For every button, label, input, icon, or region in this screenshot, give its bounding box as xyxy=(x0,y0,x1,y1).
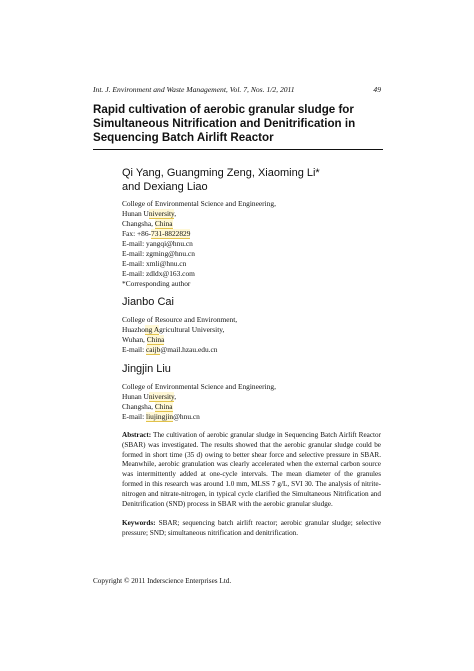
author-line: Jingjin Liu xyxy=(122,363,171,375)
author-group-1-affiliation xyxy=(122,199,276,289)
author-group-3-names xyxy=(122,363,171,377)
author-group-2-affiliation xyxy=(122,315,237,355)
paper-title: Rapid cultivation of aerobic granular sludge for Simultaneous Nitrification and Denitrification in Sequencing Batch Airlift Reactor xyxy=(93,103,356,144)
abstract xyxy=(122,431,381,509)
affiliation-city: Changsha, China xyxy=(122,219,173,228)
author-group-1-names xyxy=(122,167,320,194)
affiliation-univ: Hunan University, xyxy=(122,392,177,401)
author-line: Jianbo Cai xyxy=(122,296,174,308)
author-line: and Dexiang Liao xyxy=(122,180,208,193)
affiliation-dept: College of Environmental Science and Engineering, xyxy=(122,199,276,208)
journal-citation: Int. J. Environment and Waste Management, Vol. 7, Nos. 1/2, 2011 xyxy=(93,85,295,94)
affiliation-fax: Fax: +86-731-8822829 xyxy=(122,229,191,238)
affiliation-univ: Hunan University, xyxy=(122,209,177,218)
keywords-text: SBAR; sequencing batch airlift reactor; aerobic granular sludge; selective pressure; SND; simultaneous nitrification and denitrification. xyxy=(122,519,381,537)
abstract-label: Abstract: xyxy=(122,431,152,439)
affiliation-city: Changsha, China xyxy=(122,402,173,411)
corresponding-note: *Corresponding author xyxy=(122,279,191,288)
page-number: 49 xyxy=(373,85,381,94)
author-group-2-names xyxy=(122,296,174,310)
email-line: E-mail: zgming@hnu.cn xyxy=(122,249,195,258)
keywords xyxy=(122,519,381,539)
running-head xyxy=(93,85,381,94)
affiliation-dept: College of Resource and Environment, xyxy=(122,315,238,324)
email-line: E-mail: zdldx@163.com xyxy=(122,269,195,278)
affiliation-dept: College of Environmental Science and Engineering, xyxy=(122,382,276,391)
keywords-label: Keywords: xyxy=(122,519,156,527)
email-line: E-mail: yangqi@hnu.cn xyxy=(122,239,193,248)
affiliation-univ: Huazhong Agricultural University, xyxy=(122,325,225,334)
email-line: E-mail: liujingjin@hnu.cn xyxy=(122,412,200,421)
email-line: E-mail: xmli@hnu.cn xyxy=(122,259,187,268)
affiliation-city: Wuhan, China xyxy=(122,335,165,344)
copyright-footer: Copyright © 2011 Inderscience Enterprises Ltd. xyxy=(93,577,232,585)
author-group-3-affiliation xyxy=(122,382,276,422)
title-rule xyxy=(93,149,383,150)
email-line: E-mail: caijb@mail.hzau.edu.cn xyxy=(122,345,218,354)
abstract-text: The cultivation of aerobic granular sludge in Sequencing Batch Airlift Reactor (SBAR) was investigated. The results showed that the aerobic granular sludge could be formed in short time (35 d) owing to better shear force and selective pressure in SBAR. Meanwhile, aerobic granulation was clearly accelerated when the external carbon source was intermittently added at one-cycle intervals. The mean diameter of the granules formed in this research was around 1.0 mm, MLSS 7 g/L, SVI 30. The analysis of nitrite-nitrogen and nitrate-nitrogen, in typical cycle clarified the Simultaneous Nitrification and Denitrification (SND) process in SBAR with the aerobic granular sludge. xyxy=(122,431,381,508)
author-line: Qi Yang, Guangming Zeng, Xiaoming Li* xyxy=(122,167,320,179)
